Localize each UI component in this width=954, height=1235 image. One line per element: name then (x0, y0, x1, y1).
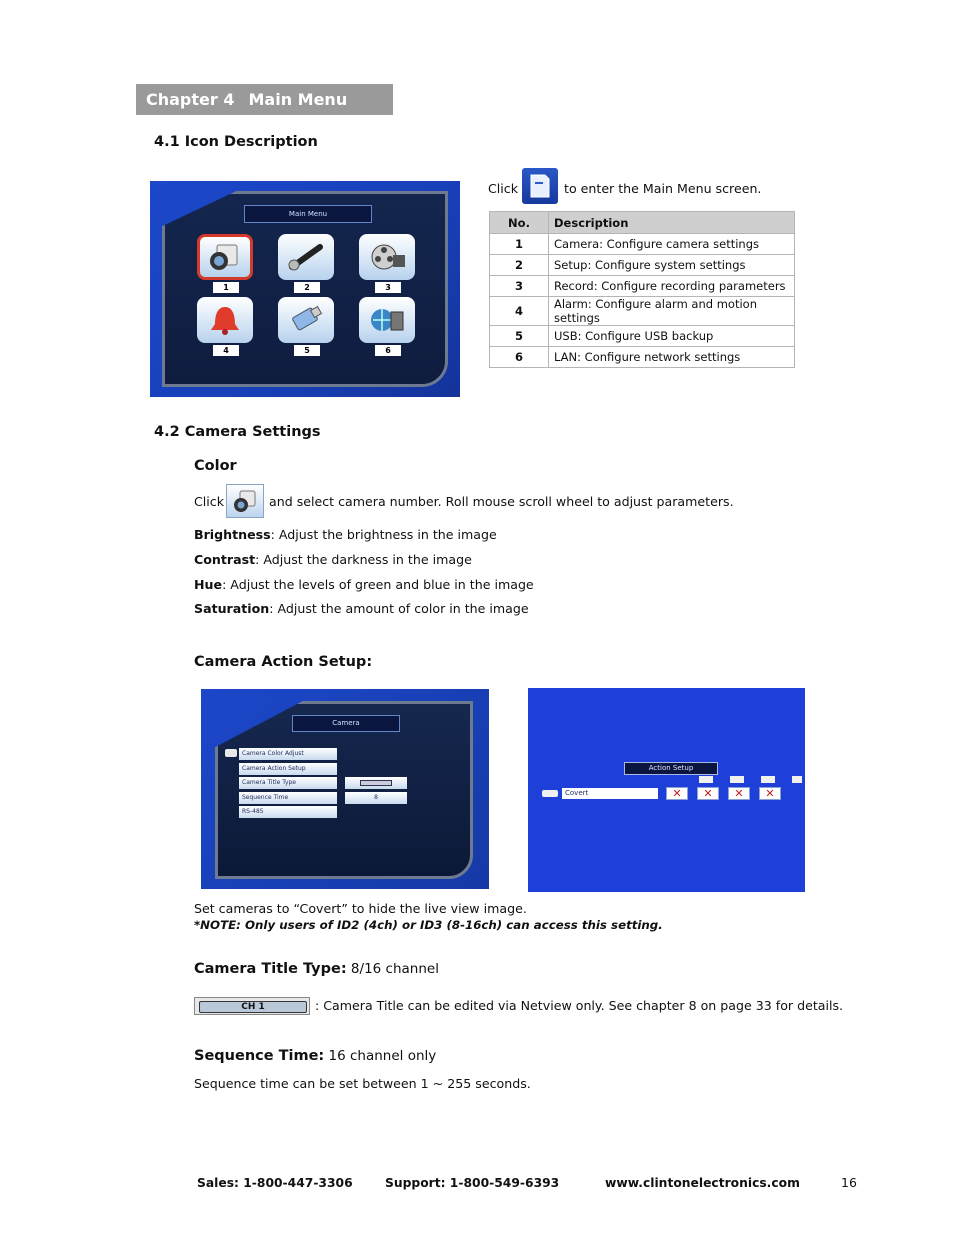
title-type-desc: : Camera Title can be edited via Netview only. See chapter 8 on page 33 for details. (315, 998, 844, 1013)
alarm-bell-icon (197, 297, 253, 343)
table-row (490, 234, 795, 255)
section-heading-icon-description: 4.1 Icon Description (154, 134, 318, 150)
camera-menu-item: Camera Action Setup (239, 763, 337, 775)
chapter-header (136, 84, 393, 115)
table-row (490, 347, 795, 368)
main-menu-num-6: 6 (375, 345, 401, 356)
main-menu-num-1: 1 (213, 282, 239, 293)
film-reel-icon (359, 234, 415, 280)
table-cell-description: Record: Configure recording parameters (549, 276, 795, 297)
table-cell-no: 4 (490, 297, 549, 326)
param-desc: : Adjust the brightness in the image (270, 527, 497, 542)
camera-icon (226, 484, 264, 518)
sequence-line (194, 1048, 436, 1064)
table-cell-description: Setup: Configure system settings (549, 255, 795, 276)
sequence-desc: Sequence time can be set between 1 ~ 255 seconds. (194, 1076, 531, 1091)
color-heading: Color (194, 458, 237, 474)
main-menu-num-3: 3 (375, 282, 401, 293)
param-brightness (194, 527, 497, 542)
main-menu-num-2: 2 (294, 282, 320, 293)
covert-checkbox: ✕ (697, 787, 719, 800)
chapter-title: Main Menu (248, 90, 348, 109)
color-click-suffix: and select camera number. Roll mouse scroll wheel to adjust parameters. (269, 494, 734, 509)
camera-icon (730, 776, 744, 783)
footer-website[interactable]: www.clintonelectronics.com (605, 1176, 800, 1190)
table-cell-no: 3 (490, 276, 549, 297)
param-name: Brightness (194, 527, 271, 542)
network-icon (359, 297, 415, 343)
camera-icon (225, 749, 237, 757)
table-cell-no: 5 (490, 326, 549, 347)
sequence-heading: Sequence Time: (194, 1048, 325, 1064)
table-row (490, 326, 795, 347)
param-desc: : Adjust the amount of color in the image (269, 601, 529, 616)
table-cell-no: 2 (490, 255, 549, 276)
camera-menu-item: Camera Color Adjust (239, 748, 337, 760)
camera-icon (761, 776, 775, 783)
table-header-description: Description (549, 212, 795, 234)
table-row (490, 276, 795, 297)
camera-icon (792, 776, 802, 783)
covert-note: Set cameras to “Covert” to hide the live view image. (194, 901, 527, 916)
table-row (490, 255, 795, 276)
color-click-label: Click (194, 494, 225, 509)
title-type-suffix: 8/16 channel (346, 961, 439, 977)
param-desc: : Adjust the darkness in the image (255, 552, 472, 567)
chapter-number: Chapter 4 (146, 90, 235, 109)
camera-menu-title: Camera (292, 715, 400, 732)
title-type-heading: Camera Title Type: (194, 961, 347, 977)
usb-icon (278, 297, 334, 343)
sequence-value: 8 (345, 792, 407, 804)
camera-menu-screenshot (201, 689, 489, 889)
table-cell-description: LAN: Configure network settings (549, 347, 795, 368)
camera-menu-item: RS-485 (239, 806, 337, 818)
table-header-row (490, 212, 795, 234)
table-row (490, 297, 795, 326)
icon-description-table (489, 211, 795, 368)
footer-support: Support: 1-800-549-6393 (385, 1176, 560, 1190)
camera-icon (197, 234, 253, 280)
camera-icon (542, 790, 558, 797)
param-saturation (194, 601, 529, 616)
section-heading-camera-settings: 4.2 Camera Settings (154, 424, 321, 440)
table-cell-description: USB: Configure USB backup (549, 326, 795, 347)
table-header-no: No. (490, 212, 549, 234)
table-cell-description: Alarm: Configure alarm and motion settings (549, 297, 795, 326)
param-desc: : Adjust the levels of green and blue in the image (222, 577, 534, 592)
sequence-suffix: 16 channel only (324, 1048, 437, 1064)
covert-checkbox: ✕ (728, 787, 750, 800)
camera-icon (699, 776, 713, 783)
click-label: Click (488, 181, 519, 196)
param-name: Contrast (194, 552, 256, 567)
page-number: 16 (841, 1175, 857, 1190)
table-cell-description: Camera: Configure camera settings (549, 234, 795, 255)
covert-checkbox: ✕ (666, 787, 688, 800)
main-menu-num-4: 4 (213, 345, 239, 356)
param-name: Hue (194, 577, 223, 592)
main-menu-screenshot (150, 181, 460, 397)
click-suffix: to enter the Main Menu screen. (564, 181, 762, 196)
param-name: Saturation (194, 601, 270, 616)
access-note: *NOTE: Only users of ID2 (4ch) or ID3 (8-16ch) can access this setting. (194, 918, 663, 932)
camera-title-bar-image (194, 997, 310, 1015)
action-setup-heading: Camera Action Setup: (194, 654, 373, 670)
camera-title-label: CH 1 (199, 1001, 307, 1013)
table-cell-no: 6 (490, 347, 549, 368)
covert-field: Covert (562, 788, 658, 799)
param-contrast (194, 552, 472, 567)
camera-menu-item: Sequence Time (239, 792, 337, 804)
main-menu-screen-title: Main Menu (244, 205, 372, 223)
action-setup-title: Action Setup (624, 762, 718, 775)
main-menu-num-5: 5 (294, 345, 320, 356)
table-cell-no: 1 (490, 234, 549, 255)
title-type-line (194, 961, 439, 977)
param-hue (194, 577, 534, 592)
title-type-bar (345, 777, 407, 789)
camera-menu-item: Camera Title Type (239, 777, 337, 789)
action-setup-screenshot (528, 688, 805, 892)
wrench-icon (278, 234, 334, 280)
covert-checkbox: ✕ (759, 787, 781, 800)
main-menu-icon (522, 168, 558, 204)
footer-sales: Sales: 1-800-447-3306 (197, 1176, 353, 1190)
